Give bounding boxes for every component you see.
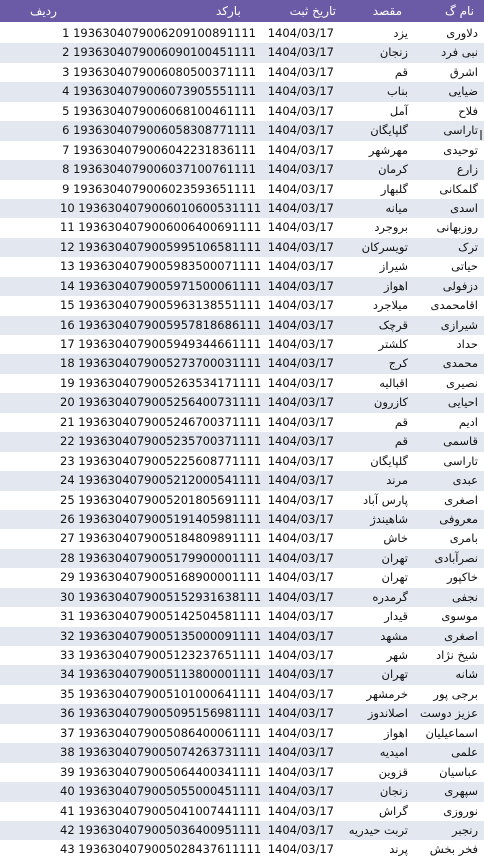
table-row[interactable] xyxy=(0,180,484,199)
date-cell[interactable]: 1404/03/17 xyxy=(267,64,334,79)
row-number-barcode-cell[interactable]: 16 1936304079005957818686111 xyxy=(60,317,262,332)
table-header xyxy=(0,0,484,22)
table-row[interactable] xyxy=(0,763,484,782)
destination-cell[interactable]: امیدیه xyxy=(379,745,408,760)
name-cell[interactable]: اصغری xyxy=(444,492,478,507)
table-row[interactable] xyxy=(0,121,484,140)
table-row[interactable] xyxy=(0,82,484,101)
row-number-barcode-cell[interactable]: 25 1936304079005201805691111 xyxy=(60,492,262,507)
date-cell[interactable]: 1404/03/17 xyxy=(267,220,334,235)
table-row[interactable] xyxy=(0,607,484,626)
name-cell[interactable]: علمی xyxy=(451,745,478,760)
row-number-barcode-cell[interactable]: 31 1936304079005142504581111 xyxy=(60,609,262,624)
row-number-barcode-cell[interactable]: 41 1936304079005041007441111 xyxy=(60,803,262,818)
destination-cell[interactable]: گرمدره xyxy=(372,589,408,604)
header-destination[interactable]: مقصد xyxy=(372,4,402,18)
row-number-barcode-cell[interactable]: 1 1936304079006209100891111 xyxy=(62,26,256,40)
date-cell[interactable]: 1404/03/17 xyxy=(267,531,334,546)
date-cell[interactable]: 1404/03/17 xyxy=(267,473,334,488)
row-number-barcode-cell[interactable]: 43 1936304079005028437611111 xyxy=(60,842,262,857)
row-number-barcode-cell[interactable]: 11 1936304079006006400691111 xyxy=(60,220,262,235)
date-cell[interactable]: 1404/03/17 xyxy=(267,278,334,293)
header-name[interactable]: نام گ xyxy=(445,4,474,18)
table-row[interactable] xyxy=(0,24,484,43)
row-number-barcode-cell[interactable]: 6 1936304079006058308771111 xyxy=(62,123,256,138)
date-cell[interactable]: 1404/03/17 xyxy=(267,337,334,351)
destination-cell[interactable]: تهران xyxy=(381,550,408,565)
table-row[interactable] xyxy=(0,743,484,762)
row-number-barcode-cell[interactable]: 27 1936304079005184809891111 xyxy=(60,531,262,546)
date-cell[interactable]: 1404/03/17 xyxy=(267,298,334,313)
destination-cell[interactable]: اهواز xyxy=(384,725,408,740)
destination-cell[interactable]: قیدار xyxy=(384,609,408,624)
name-cell[interactable]: اسماعیلیان xyxy=(425,725,478,740)
name-cell[interactable]: فخر بخش xyxy=(429,842,478,857)
name-cell[interactable]: نصرآبادی xyxy=(434,550,478,565)
row-number-barcode-cell[interactable]: 22 1936304079005235700371111 xyxy=(60,434,262,449)
destination-cell[interactable]: کلشتر xyxy=(378,337,408,351)
date-cell[interactable]: 1404/03/17 xyxy=(267,803,334,818)
table-row[interactable] xyxy=(0,646,484,665)
date-cell[interactable]: 1404/03/17 xyxy=(267,434,334,449)
row-number-barcode-cell[interactable]: 35 1936304079005101000641111 xyxy=(60,686,262,701)
table-row[interactable] xyxy=(0,393,484,412)
date-cell[interactable]: 1404/03/17 xyxy=(267,764,334,779)
destination-cell[interactable]: میانه xyxy=(385,200,408,215)
row-number-barcode-cell[interactable]: 3 1936304079006080500371111 xyxy=(62,64,256,79)
name-cell[interactable]: اشرق xyxy=(449,64,478,79)
table-row[interactable] xyxy=(0,413,484,432)
table-row[interactable] xyxy=(0,782,484,801)
row-number-barcode-cell[interactable]: 4 1936304079006073905551111 xyxy=(62,84,256,99)
name-cell[interactable]: زارع xyxy=(456,162,478,177)
table-row[interactable] xyxy=(0,588,484,607)
date-cell[interactable]: 1404/03/17 xyxy=(267,162,334,177)
destination-cell[interactable]: گراش xyxy=(378,803,408,818)
date-cell[interactable]: 1404/03/17 xyxy=(267,317,334,332)
destination-cell[interactable]: زنجان xyxy=(379,45,408,60)
name-cell[interactable]: قاسمی xyxy=(443,434,478,449)
destination-cell[interactable]: پارس آباد xyxy=(363,492,408,507)
date-cell[interactable]: 1404/03/17 xyxy=(267,628,334,643)
header-registration-date[interactable]: تاریخ ثبت xyxy=(289,4,336,18)
date-cell[interactable]: 1404/03/17 xyxy=(267,142,334,157)
destination-cell[interactable]: زنجان xyxy=(379,784,408,799)
destination-cell[interactable]: قم xyxy=(394,414,408,429)
header-barcode[interactable]: بارکد xyxy=(216,4,241,18)
date-cell[interactable]: 1404/03/17 xyxy=(267,667,334,682)
table-row[interactable] xyxy=(0,568,484,587)
row-number-barcode-cell[interactable]: 5 1936304079006068100461111 xyxy=(62,103,256,118)
date-cell[interactable]: 1404/03/17 xyxy=(267,589,334,604)
name-cell[interactable]: اسدی xyxy=(450,200,478,215)
name-cell[interactable]: نجفی xyxy=(451,589,478,604)
row-number-barcode-cell[interactable]: 42 1936304079005036400951111 xyxy=(60,822,262,837)
row-number-barcode-cell[interactable]: 32 1936304079005135000091111 xyxy=(60,628,262,643)
date-cell[interactable]: 1404/03/17 xyxy=(267,784,334,799)
name-cell[interactable]: حیاتی xyxy=(451,259,478,274)
table-row[interactable] xyxy=(0,316,484,335)
date-cell[interactable]: 1404/03/17 xyxy=(267,356,334,371)
destination-cell[interactable]: گلپایگان xyxy=(370,123,408,138)
destination-cell[interactable]: قزوین xyxy=(378,764,408,779)
date-cell[interactable]: 1404/03/17 xyxy=(267,259,334,274)
table-row[interactable] xyxy=(0,335,484,354)
date-cell[interactable]: 1404/03/17 xyxy=(267,375,334,390)
date-cell[interactable]: 1404/03/17 xyxy=(267,84,334,99)
destination-cell[interactable]: کازرون xyxy=(373,395,408,410)
row-number-barcode-cell[interactable]: 40 1936304079005055000451111 xyxy=(60,784,262,799)
table-row[interactable] xyxy=(0,529,484,548)
destination-cell[interactable]: تربت حیدریه xyxy=(348,822,408,837)
name-cell[interactable]: سپهری xyxy=(444,784,478,799)
name-cell[interactable]: گلمکانی xyxy=(439,181,478,196)
destination-cell[interactable]: شیراز xyxy=(379,259,408,274)
name-cell[interactable]: رنجبر xyxy=(452,822,478,837)
destination-cell[interactable]: بروجرد xyxy=(374,220,408,235)
name-cell[interactable]: دلاوری xyxy=(446,26,478,40)
row-number-barcode-cell[interactable]: 28 1936304079005179900001111 xyxy=(60,550,262,565)
table-row[interactable] xyxy=(0,43,484,62)
row-number-barcode-cell[interactable]: 30 1936304079005152931638111 xyxy=(60,589,262,604)
name-cell[interactable]: برجی پور xyxy=(433,686,478,701)
name-cell[interactable]: شیرازی xyxy=(440,317,478,332)
date-cell[interactable]: 1404/03/17 xyxy=(267,570,334,585)
name-cell[interactable]: ضیایی xyxy=(448,84,478,99)
destination-cell[interactable]: کرج xyxy=(388,356,408,371)
table-row[interactable] xyxy=(0,238,484,257)
table-row[interactable] xyxy=(0,724,484,743)
destination-cell[interactable]: قم xyxy=(394,64,408,79)
name-cell[interactable]: شیخ نژاد xyxy=(435,648,478,662)
date-cell[interactable]: 1404/03/17 xyxy=(267,414,334,429)
destination-cell[interactable]: گلپایگان xyxy=(370,453,408,468)
name-cell[interactable]: شانه xyxy=(455,667,478,682)
table-row[interactable] xyxy=(0,296,484,315)
date-cell[interactable]: 1404/03/17 xyxy=(267,26,334,40)
table-row[interactable] xyxy=(0,840,484,859)
name-cell[interactable]: تاراسی xyxy=(443,453,478,468)
date-cell[interactable]: 1404/03/17 xyxy=(267,123,334,138)
row-number-barcode-cell[interactable]: 17 1936304079005949344661111 xyxy=(60,337,262,351)
table-row[interactable] xyxy=(0,549,484,568)
row-number-barcode-cell[interactable]: 8 1936304079006037100761111 xyxy=(62,162,256,177)
date-cell[interactable]: 1404/03/17 xyxy=(267,511,334,526)
name-cell[interactable]: معروفی xyxy=(439,511,478,526)
table-row[interactable] xyxy=(0,374,484,393)
table-row[interactable] xyxy=(0,277,484,296)
destination-cell[interactable]: مهرشهر xyxy=(368,142,408,157)
name-cell[interactable]: روزبهانی xyxy=(436,220,478,235)
date-cell[interactable]: 1404/03/17 xyxy=(267,550,334,565)
date-cell[interactable]: 1404/03/17 xyxy=(267,45,334,60)
table-row[interactable] xyxy=(0,802,484,821)
destination-cell[interactable]: بناب xyxy=(386,84,408,99)
date-cell[interactable]: 1404/03/17 xyxy=(267,725,334,740)
destination-cell[interactable]: شاهیندژ xyxy=(370,511,408,526)
date-cell[interactable]: 1404/03/17 xyxy=(267,181,334,196)
row-number-barcode-cell[interactable]: 37 1936304079005086400061111 xyxy=(60,725,262,740)
name-cell[interactable]: بامری xyxy=(449,531,478,546)
row-number-barcode-cell[interactable]: 26 1936304079005191405981111 xyxy=(60,511,262,526)
name-cell[interactable]: خاکپور xyxy=(446,570,478,585)
name-cell[interactable]: ادیم xyxy=(458,414,478,429)
table-row[interactable] xyxy=(0,821,484,840)
row-number-barcode-cell[interactable]: 2 1936304079006090100451111 xyxy=(62,45,256,60)
name-cell[interactable]: فلاح xyxy=(458,103,478,118)
destination-cell[interactable]: گلبهار xyxy=(380,181,408,196)
name-cell[interactable]: عباسیان xyxy=(439,764,478,779)
row-number-barcode-cell[interactable]: 7 1936304079006042231836111 xyxy=(62,142,256,157)
date-cell[interactable]: 1404/03/17 xyxy=(267,648,334,662)
name-cell[interactable]: ترک xyxy=(458,239,478,254)
row-number-barcode-cell[interactable]: 10 1936304079006010600531111 xyxy=(60,200,262,215)
table-row[interactable] xyxy=(0,510,484,529)
table-row[interactable] xyxy=(0,471,484,490)
destination-cell[interactable]: یزد xyxy=(393,26,408,40)
date-cell[interactable]: 1404/03/17 xyxy=(267,745,334,760)
row-number-barcode-cell[interactable]: 39 1936304079005064400341111 xyxy=(60,764,262,779)
name-cell[interactable]: اصغری xyxy=(444,628,478,643)
destination-cell[interactable]: میلاجرد xyxy=(372,298,408,313)
table-body xyxy=(0,24,484,860)
table-row[interactable] xyxy=(0,627,484,646)
table-row[interactable] xyxy=(0,160,484,179)
destination-cell[interactable]: مشهد xyxy=(380,628,408,643)
table-row[interactable] xyxy=(0,257,484,276)
row-number-barcode-cell[interactable]: 18 1936304079005273700031111 xyxy=(60,356,262,371)
date-cell[interactable]: 1404/03/17 xyxy=(267,706,334,721)
destination-cell[interactable]: آمل xyxy=(389,103,408,118)
row-number-barcode-cell[interactable]: 38 1936304079005074263731111 xyxy=(60,745,262,760)
destination-cell[interactable]: تویسرکان xyxy=(361,239,408,254)
row-number-barcode-cell[interactable]: 12 1936304079005995106581111 xyxy=(60,239,262,254)
destination-cell[interactable]: شهر xyxy=(386,648,408,662)
row-number-barcode-cell[interactable]: 19 1936304079005263534171111 xyxy=(60,375,262,390)
name-cell[interactable]: اقامحمدی xyxy=(430,298,478,313)
date-cell[interactable]: 1404/03/17 xyxy=(267,492,334,507)
destination-cell[interactable]: تهران xyxy=(381,667,408,682)
date-cell[interactable]: 1404/03/17 xyxy=(267,686,334,701)
destination-cell[interactable]: مرند xyxy=(386,473,408,488)
destination-cell[interactable]: کرمان xyxy=(378,162,408,177)
row-number-barcode-cell[interactable]: 29 1936304079005168900001111 xyxy=(60,570,262,585)
row-number-barcode-cell[interactable]: 14 1936304079005971500061111 xyxy=(60,278,262,293)
row-number-barcode-cell[interactable]: 23 1936304079005225608771111 xyxy=(60,453,262,468)
date-cell[interactable]: 1404/03/17 xyxy=(267,239,334,254)
table-row[interactable] xyxy=(0,432,484,451)
date-cell[interactable]: 1404/03/17 xyxy=(267,103,334,118)
table-row[interactable] xyxy=(0,63,484,82)
destination-cell[interactable]: اهواز xyxy=(384,278,408,293)
date-cell[interactable]: 1404/03/17 xyxy=(267,200,334,215)
row-number-barcode-cell[interactable]: 34 1936304079005113800001111 xyxy=(60,667,262,682)
table-row[interactable] xyxy=(0,685,484,704)
row-number-barcode-cell[interactable]: 15 1936304079005963138551111 xyxy=(60,298,262,313)
cell-cursor-mark xyxy=(480,130,482,140)
table-row[interactable] xyxy=(0,704,484,723)
name-cell[interactable]: موسوی xyxy=(441,609,478,624)
name-cell[interactable]: نبی فرد xyxy=(441,45,478,60)
table-row[interactable] xyxy=(0,141,484,160)
date-cell[interactable]: 1404/03/17 xyxy=(267,395,334,410)
destination-cell[interactable]: پرند xyxy=(389,842,408,857)
table-row[interactable] xyxy=(0,665,484,684)
header-row-number[interactable]: ردیف xyxy=(30,4,57,18)
name-cell[interactable]: نوروزی xyxy=(443,803,478,818)
destination-cell[interactable]: تهران xyxy=(381,570,408,585)
name-cell[interactable]: نصیری xyxy=(446,375,478,390)
table-row[interactable] xyxy=(0,354,484,373)
date-cell[interactable]: 1404/03/17 xyxy=(267,453,334,468)
destination-cell[interactable]: قرچک xyxy=(378,317,408,332)
destination-cell[interactable]: خرمشهر xyxy=(366,686,408,701)
row-number-barcode-cell[interactable]: 33 1936304079005123237651111 xyxy=(60,648,262,662)
row-number-barcode-cell[interactable]: 13 1936304079005983500071111 xyxy=(60,259,262,274)
name-cell[interactable]: عبدی xyxy=(452,473,478,488)
row-number-barcode-cell[interactable]: 36 1936304079005095156981111 xyxy=(60,706,262,721)
row-number-barcode-cell[interactable]: 21 1936304079005246700371111 xyxy=(60,414,262,429)
destination-cell[interactable]: خاش xyxy=(383,531,408,546)
table-row[interactable] xyxy=(0,199,484,218)
name-cell[interactable]: توحیدی xyxy=(443,142,478,157)
table-row[interactable] xyxy=(0,102,484,121)
date-cell[interactable]: 1404/03/17 xyxy=(267,609,334,624)
name-cell[interactable]: دزفولی xyxy=(442,278,478,293)
name-cell[interactable]: حداد xyxy=(456,337,478,351)
date-cell[interactable]: 1404/03/17 xyxy=(267,842,334,857)
name-cell[interactable]: تاراسی xyxy=(443,123,478,138)
name-cell[interactable]: احیایی xyxy=(447,395,478,410)
row-number-barcode-cell[interactable]: 24 1936304079005212000541111 xyxy=(60,473,262,488)
table-row[interactable] xyxy=(0,218,484,237)
destination-cell[interactable]: اقبالیه xyxy=(379,375,408,390)
name-cell[interactable]: عزیز دوست xyxy=(419,706,478,721)
table-row[interactable] xyxy=(0,491,484,510)
name-cell[interactable]: محمدی xyxy=(442,356,478,371)
row-number-barcode-cell[interactable]: 20 1936304079005256400731111 xyxy=(60,395,262,410)
table-row[interactable] xyxy=(0,452,484,471)
row-number-barcode-cell[interactable]: 9 1936304079006023593651111 xyxy=(62,181,256,196)
date-cell[interactable]: 1404/03/17 xyxy=(267,822,334,837)
destination-cell[interactable]: قم xyxy=(394,434,408,449)
destination-cell[interactable]: اصلاندوز xyxy=(367,706,408,721)
